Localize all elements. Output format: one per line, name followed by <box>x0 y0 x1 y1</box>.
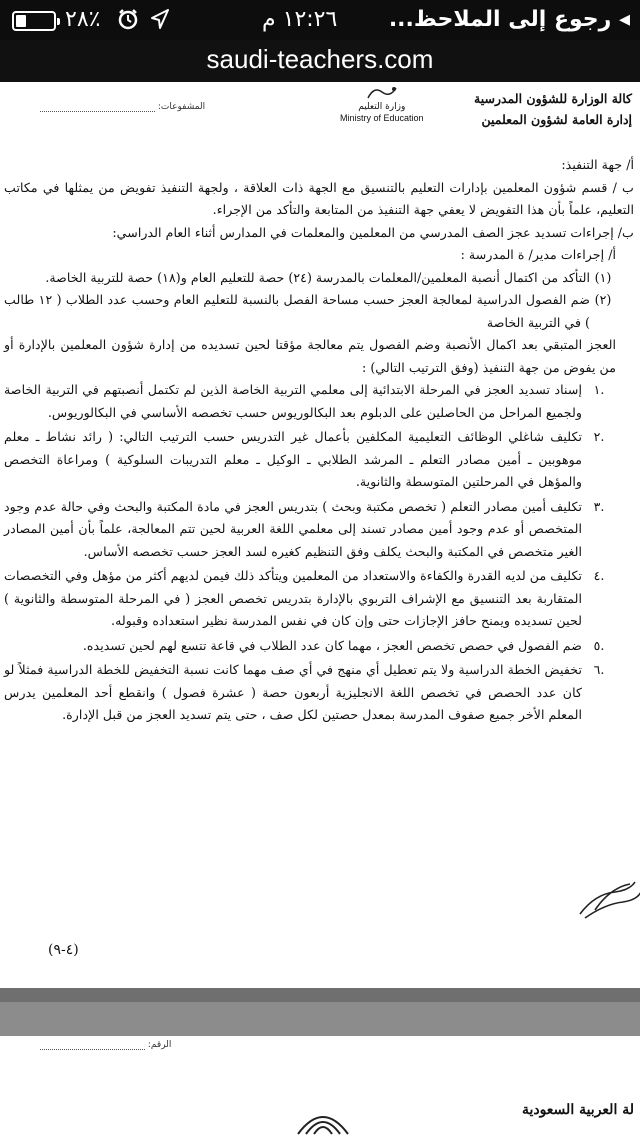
attachments-field <box>40 102 205 112</box>
attachments-label: المشفوعات: <box>157 102 206 112</box>
clock: ١٢:٢٦ م <box>262 7 338 32</box>
remaining-deficit-text: العجز المتبقي بعد اكمال الأنصبة وضم الفصول يتم معالجة مؤقتا لحين تسديده من إدارة شؤون المعلمين بالإدارة أو من يفوض من جهة التنفيذ (وفق الترتيب التالي) : <box>4 337 616 375</box>
alarm-clock-icon <box>117 8 139 35</box>
numbered-item-number: .٦ <box>593 662 605 677</box>
battery-fill <box>16 15 26 27</box>
letterhead-line-1: كالة الوزارة للشؤون المدرسية <box>474 91 632 106</box>
school-item <box>4 267 616 290</box>
numbered-item-number: .٤ <box>593 568 605 583</box>
numbered-item <box>4 379 616 424</box>
handwritten-signature <box>575 874 640 924</box>
school-item-number: (٢) <box>594 292 612 307</box>
reference-number-field <box>40 1040 171 1050</box>
battery-percent: ٢٨٪ <box>65 7 101 32</box>
page-number: (٤-٩) <box>48 942 79 958</box>
school-principal-heading: أ/ إجراءات مدير/ ة المدرسة : <box>460 247 616 262</box>
numbered-items-list <box>4 379 634 727</box>
numbered-item <box>4 426 616 494</box>
exec-prefix: ب / <box>612 179 634 195</box>
numbered-item-text: تخفيض الخطة الدراسية ولا يتم تعطيل أي منهج في أي صف مهما كانت نسبة التخفيض للخطة الدراسية فمثلاً لو كان عدد الحصص في تخصص اللغة الانجليزية أربعون حصة ( عشرة فصول ) وانقطع أحد المعلمين يدرس المعلم الأخر جميع صفوف المدرسة بمعدل حصتين لكل صف ، حتى يتم تسديد العجز من قبل الإدارة. <box>4 662 582 722</box>
back-arrow-icon[interactable]: ◂ <box>611 7 630 32</box>
reference-dotted-line <box>40 1049 145 1050</box>
kingdom-title: لة العربية السعودية <box>521 1102 634 1118</box>
back-label[interactable]: رجوع إلى الملاحظ... <box>388 7 612 32</box>
numbered-item-number: .١ <box>593 382 605 397</box>
school-item <box>4 289 616 334</box>
numbered-item <box>4 496 616 564</box>
url-domain[interactable]: saudi-teachers.com <box>206 44 434 74</box>
school-item-number: (١) <box>594 269 612 285</box>
ministry-name-en: Ministry of Education <box>340 113 424 123</box>
ministry-logo-icon <box>364 86 400 100</box>
school-item-text: ضم الفصول الدراسية لمعالجة العجز حسب مساحة الفصل بالنسبة للتعليم العام وحسب عدد الطلاب ( ١٢ طالب ) في التربية الخاصة <box>4 292 590 330</box>
attachments-dotted-line <box>40 111 155 112</box>
letterhead-departments <box>474 88 632 130</box>
back-to-app-link[interactable] <box>389 7 630 32</box>
letterhead-line-2: إدارة العامة لشؤون المعلمين <box>481 112 632 127</box>
numbered-item-number: .٣ <box>593 498 605 514</box>
ministry-emblem-icon <box>288 1096 358 1136</box>
reference-number-label: الرقم: <box>147 1040 172 1050</box>
document-body <box>4 154 634 729</box>
ministry-logo-block <box>340 86 424 124</box>
school-item-text: التأكد من اكتمال أنصبة المعلمين/المعلمات بالمدرسة (٢٤) حصة للتعليم العام و(١٨) حصة للتربية الخاصة. <box>45 269 590 285</box>
exec-body: قسم شؤون المعلمين بإدارات التعليم بالتنسيق مع الجهة ذات العلاقة ، ولجهة التنفيذ تفويض من يمثلها في مكاتب التعليم، علماً بأن هذا التفويض لا يعفي جهة التنفيذ من المتابعة والتأكد من الإجراء. <box>4 179 634 217</box>
status-bar <box>0 0 640 40</box>
numbered-item-text: تكليف أمين مصادر التعلم ( تخصص مكتبة وبحث ) بتدريس العجز في مادة المكتبة والبحث وفي حالة عدم وجود المتخصص أو عدم وجود أمين مصادر تسند إلى معلمي اللغة العربية لحين تتم المعالجة، علماً بأن أمين المصادر الغير متخصص في المكتبة والبحث يكلف وفق التنظيم كغيره لسد العجز حسب تخصصه الأساس. <box>4 498 582 559</box>
next-document-page[interactable] <box>0 1036 640 1136</box>
numbered-item-text: إسناد تسديد العجز في المرحلة الابتدائية إلى معلمي التربية الخاصة الذين لم تكتمل أنصبتهم في التربية الخاصة ولجميع المراحل من الحاصلين على الدبلوم بعد البكالوريوس حسب تخصصه الأساسي في البكالوريوس. <box>4 382 582 420</box>
numbered-item <box>4 565 616 633</box>
numbered-item <box>4 659 616 727</box>
numbered-item-number: .٥ <box>593 637 605 653</box>
url-bar[interactable] <box>0 40 640 82</box>
document-page[interactable] <box>0 82 640 988</box>
numbered-item-text: تكليف شاغلي الوظائف التعليمية المكلفين بأعمال غير التدريس حسب الترتيب التالي: ( رائد نشاط ـ معلم موهوبين ـ أمين مصادر التعلم ـ المرشد الطلابي ـ الوكيل ـ معلم التدريبات السلوكية ) ومراعاة التخصص والمؤهل في المرحلتين المتوسطة والثانوية. <box>4 429 582 489</box>
battery-nub <box>57 18 60 25</box>
page-separator <box>0 988 640 1036</box>
location-arrow-icon <box>150 8 170 36</box>
procedures-heading: ب/ إجراءات تسديد عجز الصف المدرسي من المعلمين والمعلمات في المدارس أثناء العام الدراسي: <box>112 224 634 240</box>
ministry-name-ar: وزارة التعليم <box>358 102 406 112</box>
school-items-list <box>4 267 634 335</box>
exec-heading: أ/ جهة التنفيذ: <box>561 157 634 172</box>
numbered-item-text: ضم الفصول في حصص تخصص العجز ، مهما كان عدد الطلاب في قاعة تتسع لهم لحين تسديده. <box>82 637 582 653</box>
numbered-item <box>4 635 616 658</box>
numbered-item-number: .٢ <box>593 429 605 444</box>
battery-icon <box>12 11 56 31</box>
exec-text <box>4 177 634 222</box>
numbered-item-text: تكليف من لديه القدرة والكفاءة والاستعداد من المعلمين ويتأكد ذلك فيمن لديهم أكثر من مؤهل وفي التخصصات المتقاربة بعد التنسيق مع الإشراف التربوي بالإدارة بتدريس تخصص العجز ( في المرحلة المتوسطة والثانوية ) لحين تسديده ويمنح حافز الإجازات حتى وإن كان في نفس المدرسة نظير استعداده وقبوله. <box>4 568 582 628</box>
